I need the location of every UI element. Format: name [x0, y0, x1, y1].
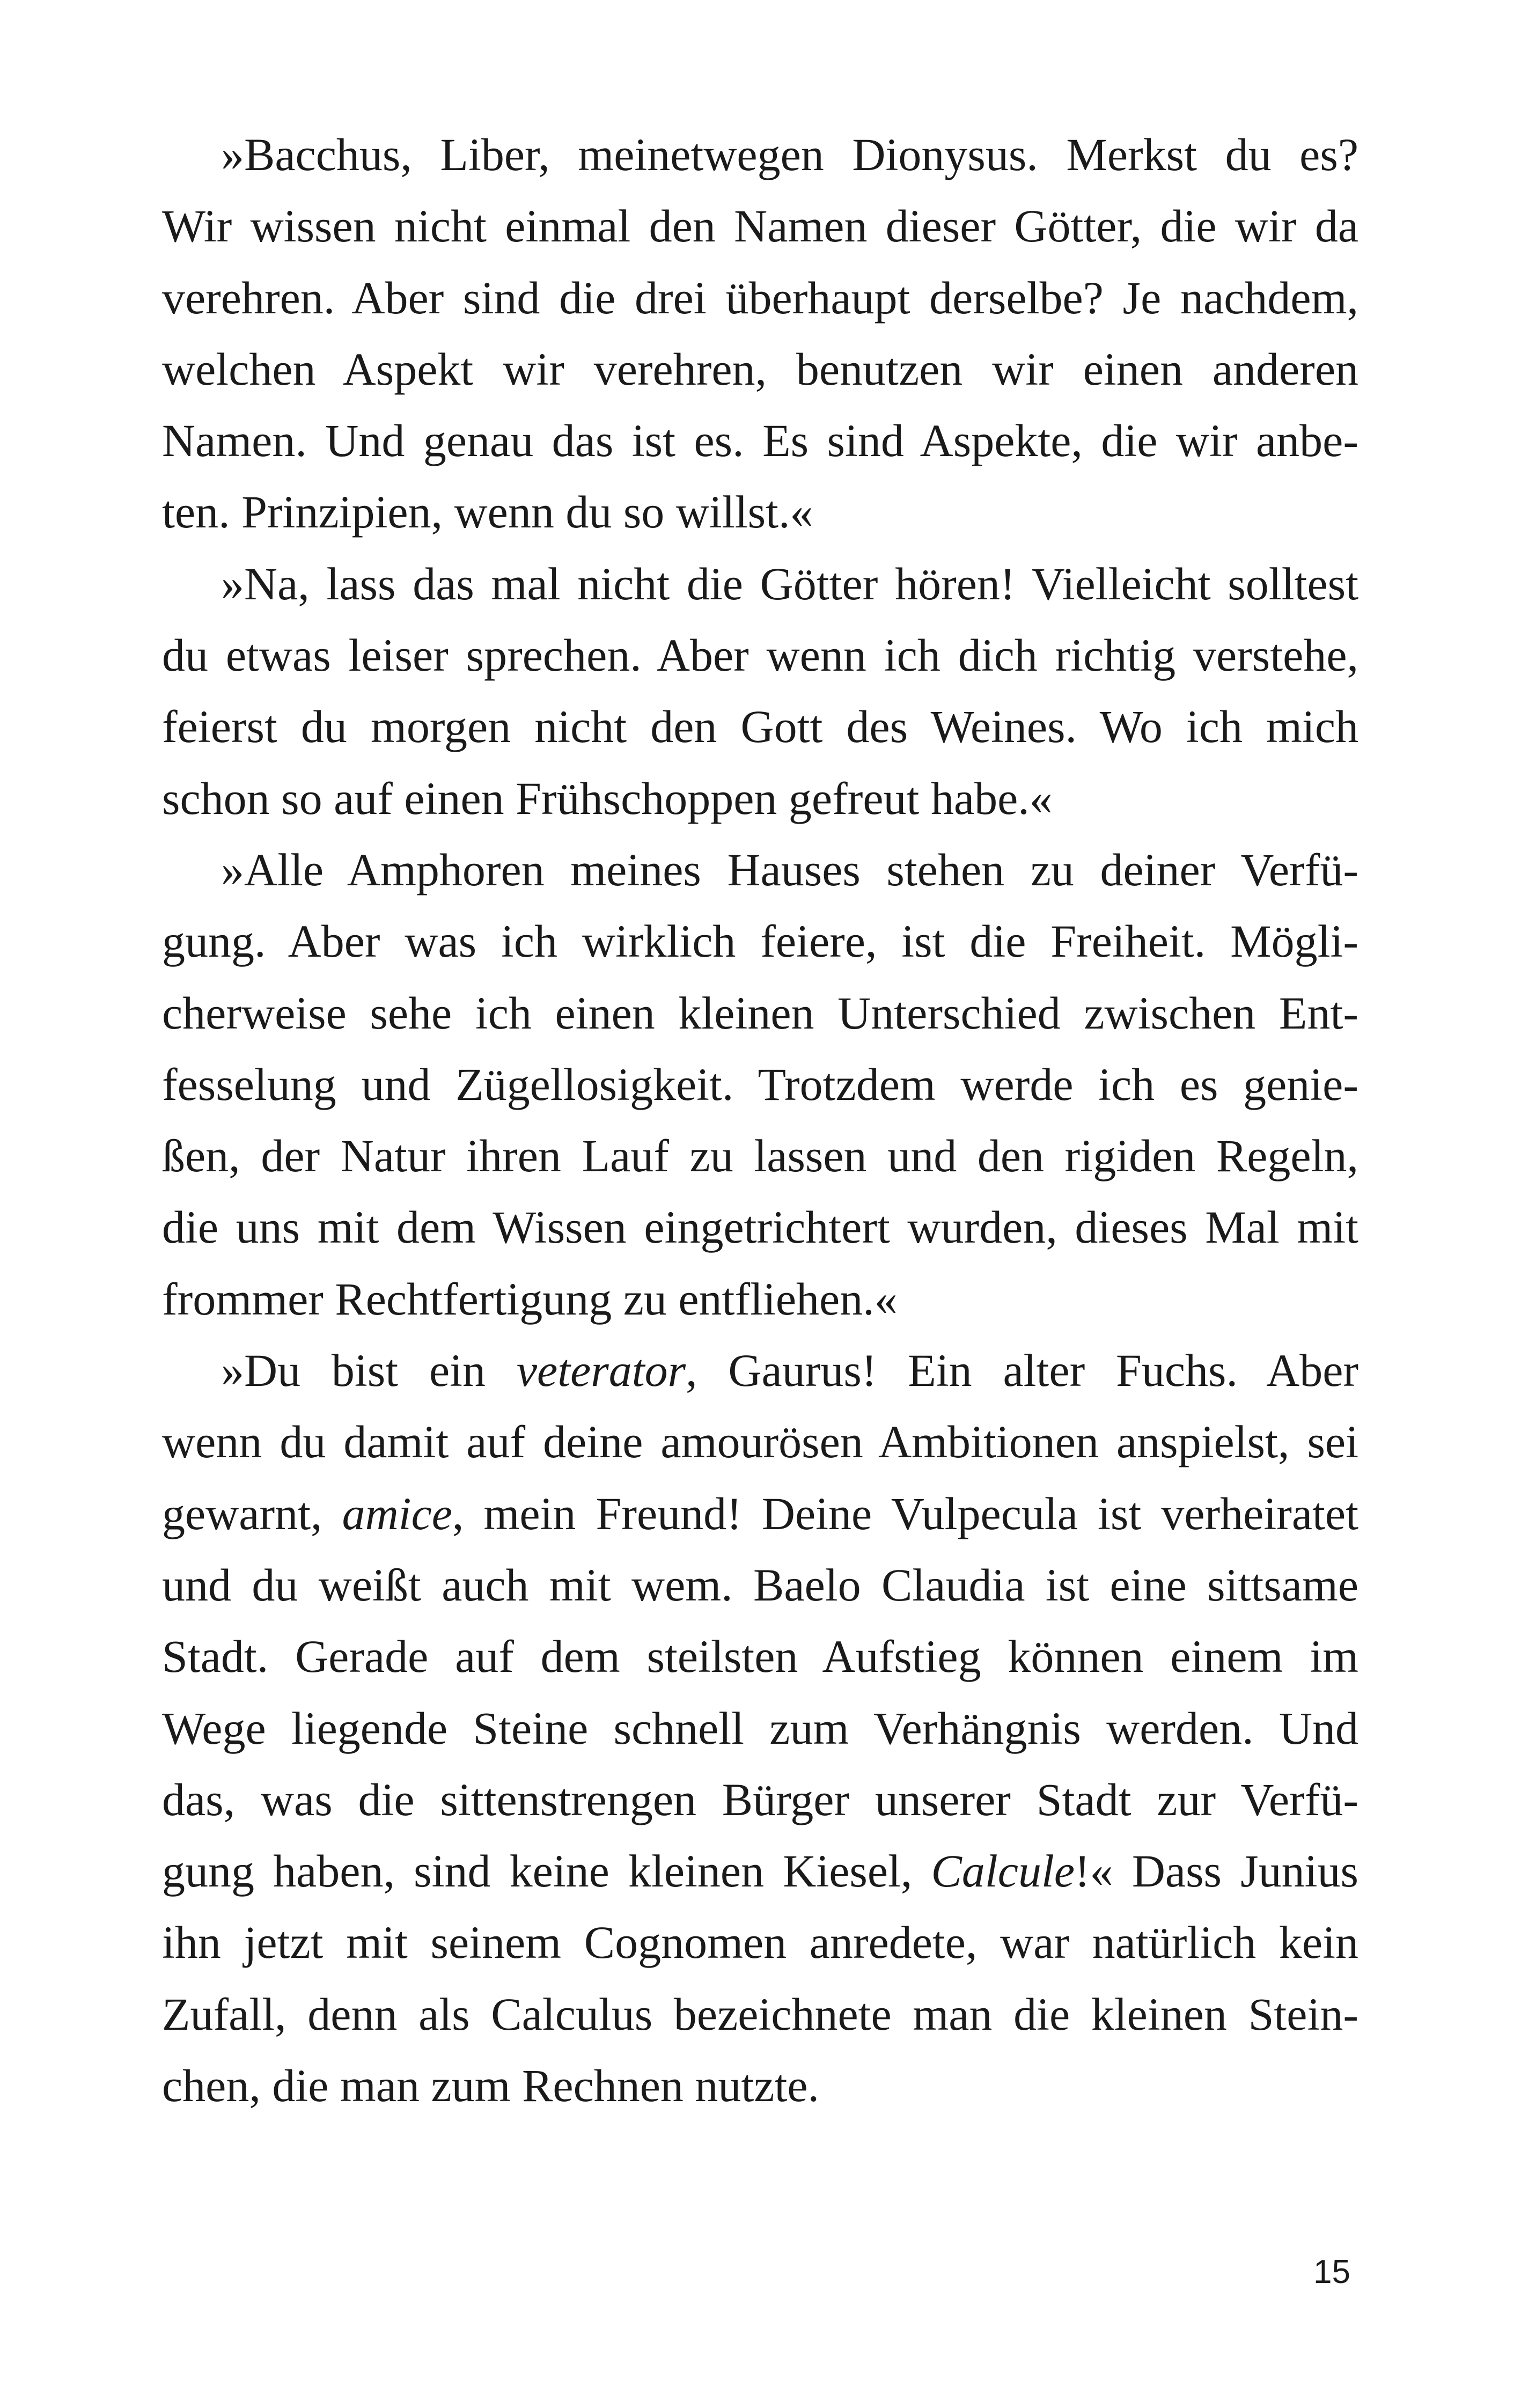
text-line: »Na, lass das mal nicht die Götter hören! Vielleicht solltest: [221, 557, 1358, 610]
text-segment: gewarnt,: [162, 1487, 342, 1539]
text-line: Namen. Und genau das ist es. Es sind Aspekte, die wir anbe-: [162, 415, 1358, 467]
text-segment: »Du bist ein: [221, 1345, 517, 1397]
latin-word: amice: [342, 1487, 452, 1539]
text-line: das, was die sittenstrengen Bürger unserer Stadt zur Verfü-: [162, 1773, 1358, 1825]
text-line: schon so auf einen Frühschoppen gefreut habe.«: [162, 772, 1053, 824]
text-line: gung. Aber was ich wirklich feiere, ist die Freiheit. Mögli-: [162, 915, 1358, 967]
body-text: [162, 119, 1358, 2121]
text-line: Wege liegende Steine schnell zum Verhängnis werden. Und: [162, 1702, 1358, 1754]
text-line: chen, die man zum Rechnen nutzte.: [162, 2060, 820, 2112]
text-line: du etwas leiser sprechen. Aber wenn ich dich richtig verstehe,: [162, 629, 1358, 681]
text-line: ßen, der Natur ihren Lauf zu lassen und den rigiden Regeln,: [162, 1130, 1358, 1182]
latin-word: veterator: [516, 1345, 686, 1397]
text-line: [162, 1478, 1358, 1550]
text-line: welchen Aspekt wir verehren, benutzen wir einen anderen: [162, 343, 1358, 395]
text-segment: gung haben, sind keine kleinen Kiesel,: [162, 1845, 931, 1897]
text-line: cherweise sehe ich einen kleinen Unterschied zwischen Ent-: [162, 987, 1358, 1039]
text-line: wenn du damit auf deine amourösen Ambitionen anspielst, sei: [162, 1416, 1358, 1468]
page-number: 15: [1313, 2253, 1350, 2290]
text-line: »Alle Amphoren meines Hauses stehen zu deiner Verfü-: [221, 843, 1358, 895]
latin-word: Calcule: [931, 1845, 1075, 1897]
text-line: [162, 1836, 1358, 1907]
text-line: feierst du morgen nicht den Gott des Weines. Wo ich mich: [162, 701, 1358, 753]
text-line: ihn jetzt mit seinem Cognomen anredete, war natürlich kein: [162, 1917, 1358, 1969]
text-line: die uns mit dem Wissen eingetrichtert wurden, dieses Mal mit: [162, 1201, 1358, 1253]
text-line: verehren. Aber sind die drei überhaupt derselbe? Je nachdem,: [162, 271, 1358, 324]
text-line: [162, 1335, 1358, 1406]
text-line: Wir wissen nicht einmal den Namen dieser Götter, die wir da: [162, 200, 1358, 252]
text-line: fesselung und Zügellosigkeit. Trotzdem werde ich es genie-: [162, 1058, 1358, 1110]
text-line: Zufall, denn als Calculus bezeichnete man die kleinen Stein-: [162, 1988, 1358, 2040]
text-line: frommer Rechtfertigung zu entfliehen.«: [162, 1273, 898, 1325]
text-segment: , mein Freund! Deine Vulpecula ist verheiratet: [452, 1487, 1358, 1539]
text-segment: !« Dass Junius: [1075, 1845, 1358, 1897]
text-line: und du weißt auch mit wem. Baelo Claudia ist eine sittsame: [162, 1559, 1358, 1611]
text-line: ten. Prinzipien, wenn du so willst.«: [162, 486, 813, 538]
text-line: Stadt. Gerade auf dem steilsten Aufstieg können einem im: [162, 1631, 1358, 1683]
text-segment: , Gaurus! Ein alter Fuchs. Aber: [686, 1345, 1358, 1397]
text-line: »Bacchus, Liber, meinetwegen Dionysus. Merkst du es?: [221, 129, 1358, 180]
